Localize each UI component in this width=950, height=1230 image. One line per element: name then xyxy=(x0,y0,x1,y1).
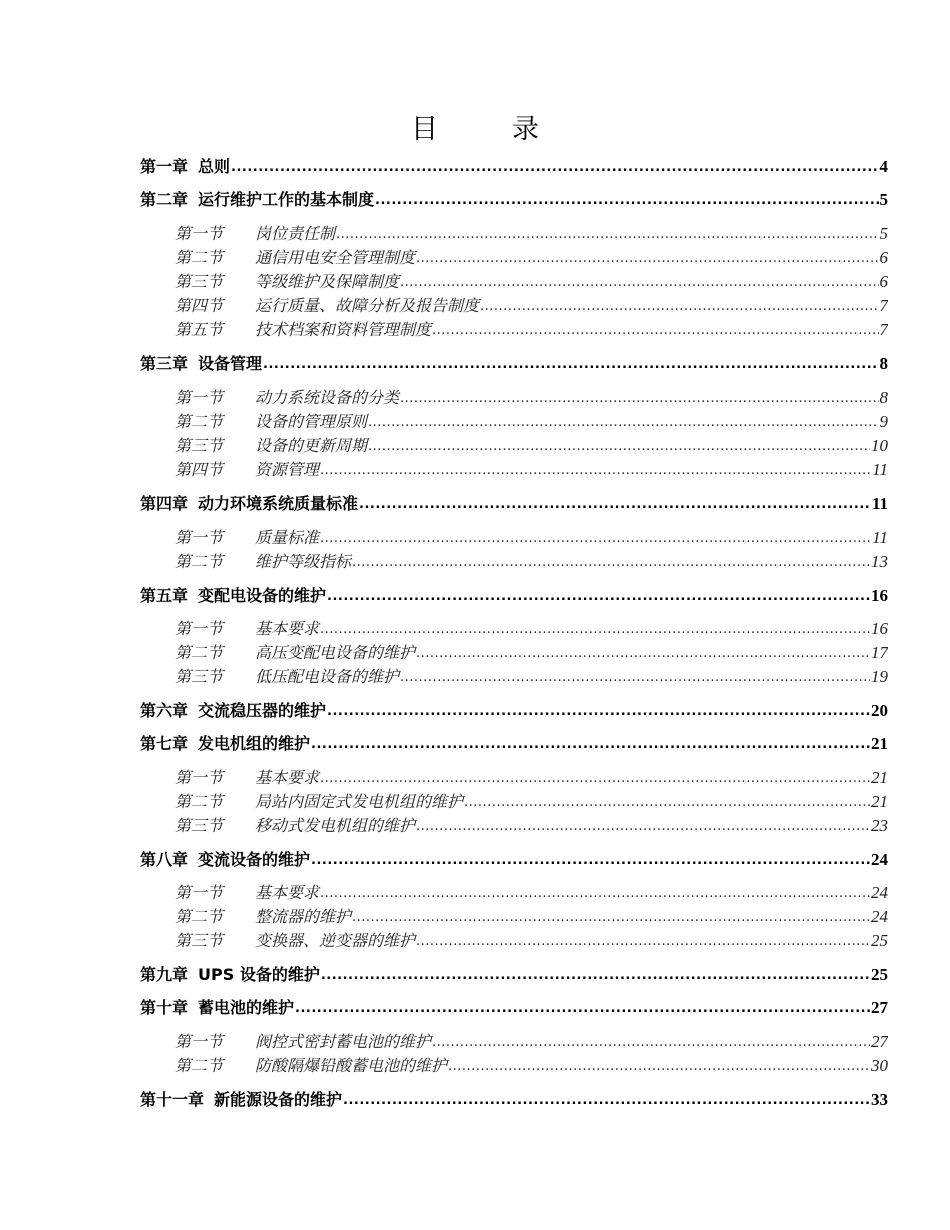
toc-entry-page-number: 27 xyxy=(871,1032,888,1051)
dot-leader xyxy=(400,665,870,689)
toc-section-entry[interactable] xyxy=(175,318,888,342)
dot-leader xyxy=(336,222,878,246)
toc-entry-page-number: 4 xyxy=(879,157,888,176)
toc-entry-number: 第二节 xyxy=(175,643,224,662)
toc-entry-page-number: 25 xyxy=(871,931,888,950)
toc-entry-number: 第一章 xyxy=(140,157,189,176)
toc-entry-page-number: 23 xyxy=(871,816,888,835)
toc-entry-number: 第三节 xyxy=(175,436,224,455)
toc-entry-label: 基本要求 xyxy=(255,619,320,638)
toc-entry-label: 资源管理 xyxy=(255,460,320,479)
toc-section-entry[interactable] xyxy=(175,410,888,434)
dot-leader xyxy=(416,641,870,665)
toc-chapter-entry[interactable] xyxy=(140,155,888,179)
dot-leader xyxy=(321,963,870,987)
toc-section-entry[interactable] xyxy=(175,617,888,641)
toc-entry-label: 岗位责任制 xyxy=(255,224,336,243)
toc-section-entry[interactable] xyxy=(175,929,888,953)
toc-entry-number: 第三节 xyxy=(175,272,224,291)
toc-entry-label: 运行质量、故障分析及报告制度 xyxy=(255,296,480,315)
toc-entry-page-number: 24 xyxy=(871,883,888,902)
toc-section-entry[interactable] xyxy=(175,270,888,294)
toc-list xyxy=(140,0,888,1230)
toc-entry-page-number: 6 xyxy=(879,272,888,291)
toc-entry-page-number: 25 xyxy=(871,965,888,984)
dot-leader xyxy=(311,848,870,872)
toc-entry-number: 第二节 xyxy=(175,412,224,431)
toc-entry-label: 局站内固定式发电机组的维护 xyxy=(255,792,464,811)
toc-entry-label: 通信用电安全管理制度 xyxy=(255,248,416,267)
dot-leader xyxy=(343,1088,870,1112)
dot-leader xyxy=(448,1054,870,1078)
toc-entry-number: 第一节 xyxy=(175,388,224,407)
toc-entry-page-number: 7 xyxy=(879,296,888,315)
toc-section-entry[interactable] xyxy=(175,294,888,318)
toc-entry-page-number: 11 xyxy=(872,460,888,479)
toc-entry-number: 第一节 xyxy=(175,768,224,787)
toc-section-entry[interactable] xyxy=(175,641,888,665)
dot-leader xyxy=(375,188,878,212)
toc-entry-label: 低压配电设备的维护 xyxy=(255,667,400,686)
dot-leader xyxy=(320,526,871,550)
toc-title-char-2: 录 xyxy=(512,114,539,145)
toc-section-entry[interactable] xyxy=(175,222,888,246)
dot-leader xyxy=(231,155,878,179)
toc-section-entry[interactable] xyxy=(175,458,888,482)
toc-entry-label: 高压变配电设备的维护 xyxy=(255,643,416,662)
toc-section-entry[interactable] xyxy=(175,246,888,270)
toc-entry-label: 整流器的维护 xyxy=(255,907,352,926)
toc-chapter-entry[interactable] xyxy=(140,996,888,1020)
toc-entry-label: 防酸隔爆铅酸蓄电池的维护 xyxy=(255,1056,448,1075)
toc-entry-page-number: 21 xyxy=(871,768,888,787)
dot-leader xyxy=(327,584,870,608)
toc-entry-label: 动力环境系统质量标准 xyxy=(198,494,359,513)
toc-entry-label: 新能源设备的维护 xyxy=(214,1090,343,1109)
dot-leader xyxy=(311,732,870,756)
toc-entry-label: 变流设备的维护 xyxy=(198,850,311,869)
dot-leader xyxy=(327,699,870,723)
toc-entry-page-number: 20 xyxy=(871,701,888,720)
toc-section-entry[interactable] xyxy=(175,790,888,814)
dot-leader xyxy=(295,996,870,1020)
dot-leader xyxy=(359,492,871,516)
dot-leader xyxy=(320,881,870,905)
toc-entry-page-number: 24 xyxy=(871,907,888,926)
toc-entry-number: 第三节 xyxy=(175,816,224,835)
dot-leader xyxy=(400,270,878,294)
dot-leader xyxy=(416,246,878,270)
dot-leader xyxy=(320,458,871,482)
toc-chapter-entry[interactable] xyxy=(140,963,888,987)
toc-chapter-entry[interactable] xyxy=(140,848,888,872)
dot-leader xyxy=(368,434,870,458)
toc-entry-label: 基本要求 xyxy=(255,883,320,902)
toc-entry-page-number: 21 xyxy=(871,792,888,811)
toc-entry-number: 第二章 xyxy=(140,190,189,209)
toc-entry-page-number: 19 xyxy=(871,667,888,686)
toc-entry-number: 第五节 xyxy=(175,320,224,339)
toc-entry-page-number: 24 xyxy=(871,850,888,869)
toc-entry-number: 第一节 xyxy=(175,528,224,547)
dot-leader xyxy=(416,814,870,838)
toc-entry-number: 第一节 xyxy=(175,1032,224,1051)
toc-entry-label: 基本要求 xyxy=(255,768,320,787)
dot-leader xyxy=(432,1030,870,1054)
toc-section-entry[interactable] xyxy=(175,1030,888,1054)
toc-entry-number: 第三节 xyxy=(175,931,224,950)
toc-section-entry[interactable] xyxy=(175,665,888,689)
toc-entry-number: 第三节 xyxy=(175,667,224,686)
toc-entry-label: 蓄电池的维护 xyxy=(198,998,295,1017)
toc-entry-page-number: 33 xyxy=(871,1090,888,1109)
dot-leader xyxy=(263,352,878,376)
toc-entry-label: 设备的更新周期 xyxy=(255,436,368,455)
toc-entry-label: UPS 设备的维护 xyxy=(198,965,320,984)
toc-entry-page-number: 8 xyxy=(879,354,888,373)
toc-entry-number: 第九章 xyxy=(140,965,189,984)
toc-entry-page-number: 9 xyxy=(879,412,888,431)
toc-section-entry[interactable] xyxy=(175,1054,888,1078)
toc-entry-label: 动力系统设备的分类 xyxy=(255,388,400,407)
toc-entry-page-number: 27 xyxy=(871,998,888,1017)
toc-title-char-1: 目 xyxy=(411,114,438,145)
dot-leader xyxy=(352,905,870,929)
toc-entry-label: 发电机组的维护 xyxy=(198,734,311,753)
toc-entry-label: 技术档案和资料管理制度 xyxy=(255,320,432,339)
dot-leader xyxy=(464,790,870,814)
toc-entry-number: 第七章 xyxy=(140,734,189,753)
toc-entry-page-number: 21 xyxy=(871,734,888,753)
toc-entry-page-number: 5 xyxy=(879,224,888,243)
toc-entry-page-number: 7 xyxy=(879,320,888,339)
dot-leader xyxy=(432,318,878,342)
dot-leader xyxy=(416,929,870,953)
toc-entry-number: 第五章 xyxy=(140,586,189,605)
toc-entry-page-number: 13 xyxy=(871,552,888,571)
toc-chapter-entry[interactable] xyxy=(140,732,888,756)
toc-chapter-entry[interactable] xyxy=(140,584,888,608)
toc-entry-label: 总则 xyxy=(198,157,231,176)
toc-entry-number: 第四章 xyxy=(140,494,189,513)
toc-entry-label: 运行维护工作的基本制度 xyxy=(198,190,375,209)
toc-entry-number: 第二节 xyxy=(175,552,224,571)
toc-entry-label: 变换器、逆变器的维护 xyxy=(255,931,416,950)
dot-leader xyxy=(368,410,878,434)
toc-entry-number: 第四节 xyxy=(175,460,224,479)
toc-entry-page-number: 11 xyxy=(872,528,888,547)
toc-entry-page-number: 16 xyxy=(871,586,888,605)
toc-chapter-entry[interactable] xyxy=(140,1088,888,1112)
dot-leader xyxy=(352,550,870,574)
toc-section-entry[interactable] xyxy=(175,434,888,458)
toc-entry-label: 移动式发电机组的维护 xyxy=(255,816,416,835)
toc-chapter-entry[interactable] xyxy=(140,352,888,376)
toc-entry-number: 第一节 xyxy=(175,224,224,243)
toc-entry-number: 第十章 xyxy=(140,998,189,1017)
toc-chapter-entry[interactable] xyxy=(140,492,888,516)
toc-entry-page-number: 6 xyxy=(879,248,888,267)
toc-entry-label: 等级维护及保障制度 xyxy=(255,272,400,291)
toc-entry-page-number: 16 xyxy=(871,619,888,638)
toc-section-entry[interactable] xyxy=(175,550,888,574)
toc-entry-number: 第二节 xyxy=(175,1056,224,1075)
toc-entry-label: 变配电设备的维护 xyxy=(198,586,327,605)
toc-entry-number: 第一节 xyxy=(175,619,224,638)
toc-entry-number: 第三章 xyxy=(140,354,189,373)
dot-leader xyxy=(480,294,878,318)
toc-entry-number: 第二节 xyxy=(175,248,224,267)
toc-entry-number: 第六章 xyxy=(140,701,189,720)
toc-section-entry[interactable] xyxy=(175,386,888,410)
toc-entry-number: 第十一章 xyxy=(140,1090,205,1109)
toc-section-entry[interactable] xyxy=(175,881,888,905)
toc-entry-label: 质量标准 xyxy=(255,528,320,547)
toc-entry-number: 第四节 xyxy=(175,296,224,315)
toc-entry-number: 第二节 xyxy=(175,907,224,926)
toc-section-entry[interactable] xyxy=(175,814,888,838)
toc-entry-label: 阀控式密封蓄电池的维护 xyxy=(255,1032,432,1051)
toc-section-entry[interactable] xyxy=(175,526,888,550)
toc-entry-label: 设备的管理原则 xyxy=(255,412,368,431)
toc-chapter-entry[interactable] xyxy=(140,699,888,723)
toc-entry-label: 设备管理 xyxy=(198,354,263,373)
toc-entry-number: 第一节 xyxy=(175,883,224,902)
dot-leader xyxy=(320,766,870,790)
toc-entry-page-number: 5 xyxy=(879,190,888,209)
toc-entry-page-number: 8 xyxy=(879,388,888,407)
toc-entry-page-number: 17 xyxy=(871,643,888,662)
dot-leader xyxy=(400,386,878,410)
toc-entry-label: 维护等级指标 xyxy=(255,552,352,571)
toc-entry-number: 第二节 xyxy=(175,792,224,811)
toc-entry-page-number: 30 xyxy=(871,1056,888,1075)
toc-section-entry[interactable] xyxy=(175,766,888,790)
toc-chapter-entry[interactable] xyxy=(140,188,888,212)
toc-entry-number: 第八章 xyxy=(140,850,189,869)
toc-section-entry[interactable] xyxy=(175,905,888,929)
toc-entry-label: 交流稳压器的维护 xyxy=(198,701,327,720)
toc-entry-page-number: 11 xyxy=(871,494,888,513)
dot-leader xyxy=(320,617,870,641)
toc-entry-page-number: 10 xyxy=(871,436,888,455)
